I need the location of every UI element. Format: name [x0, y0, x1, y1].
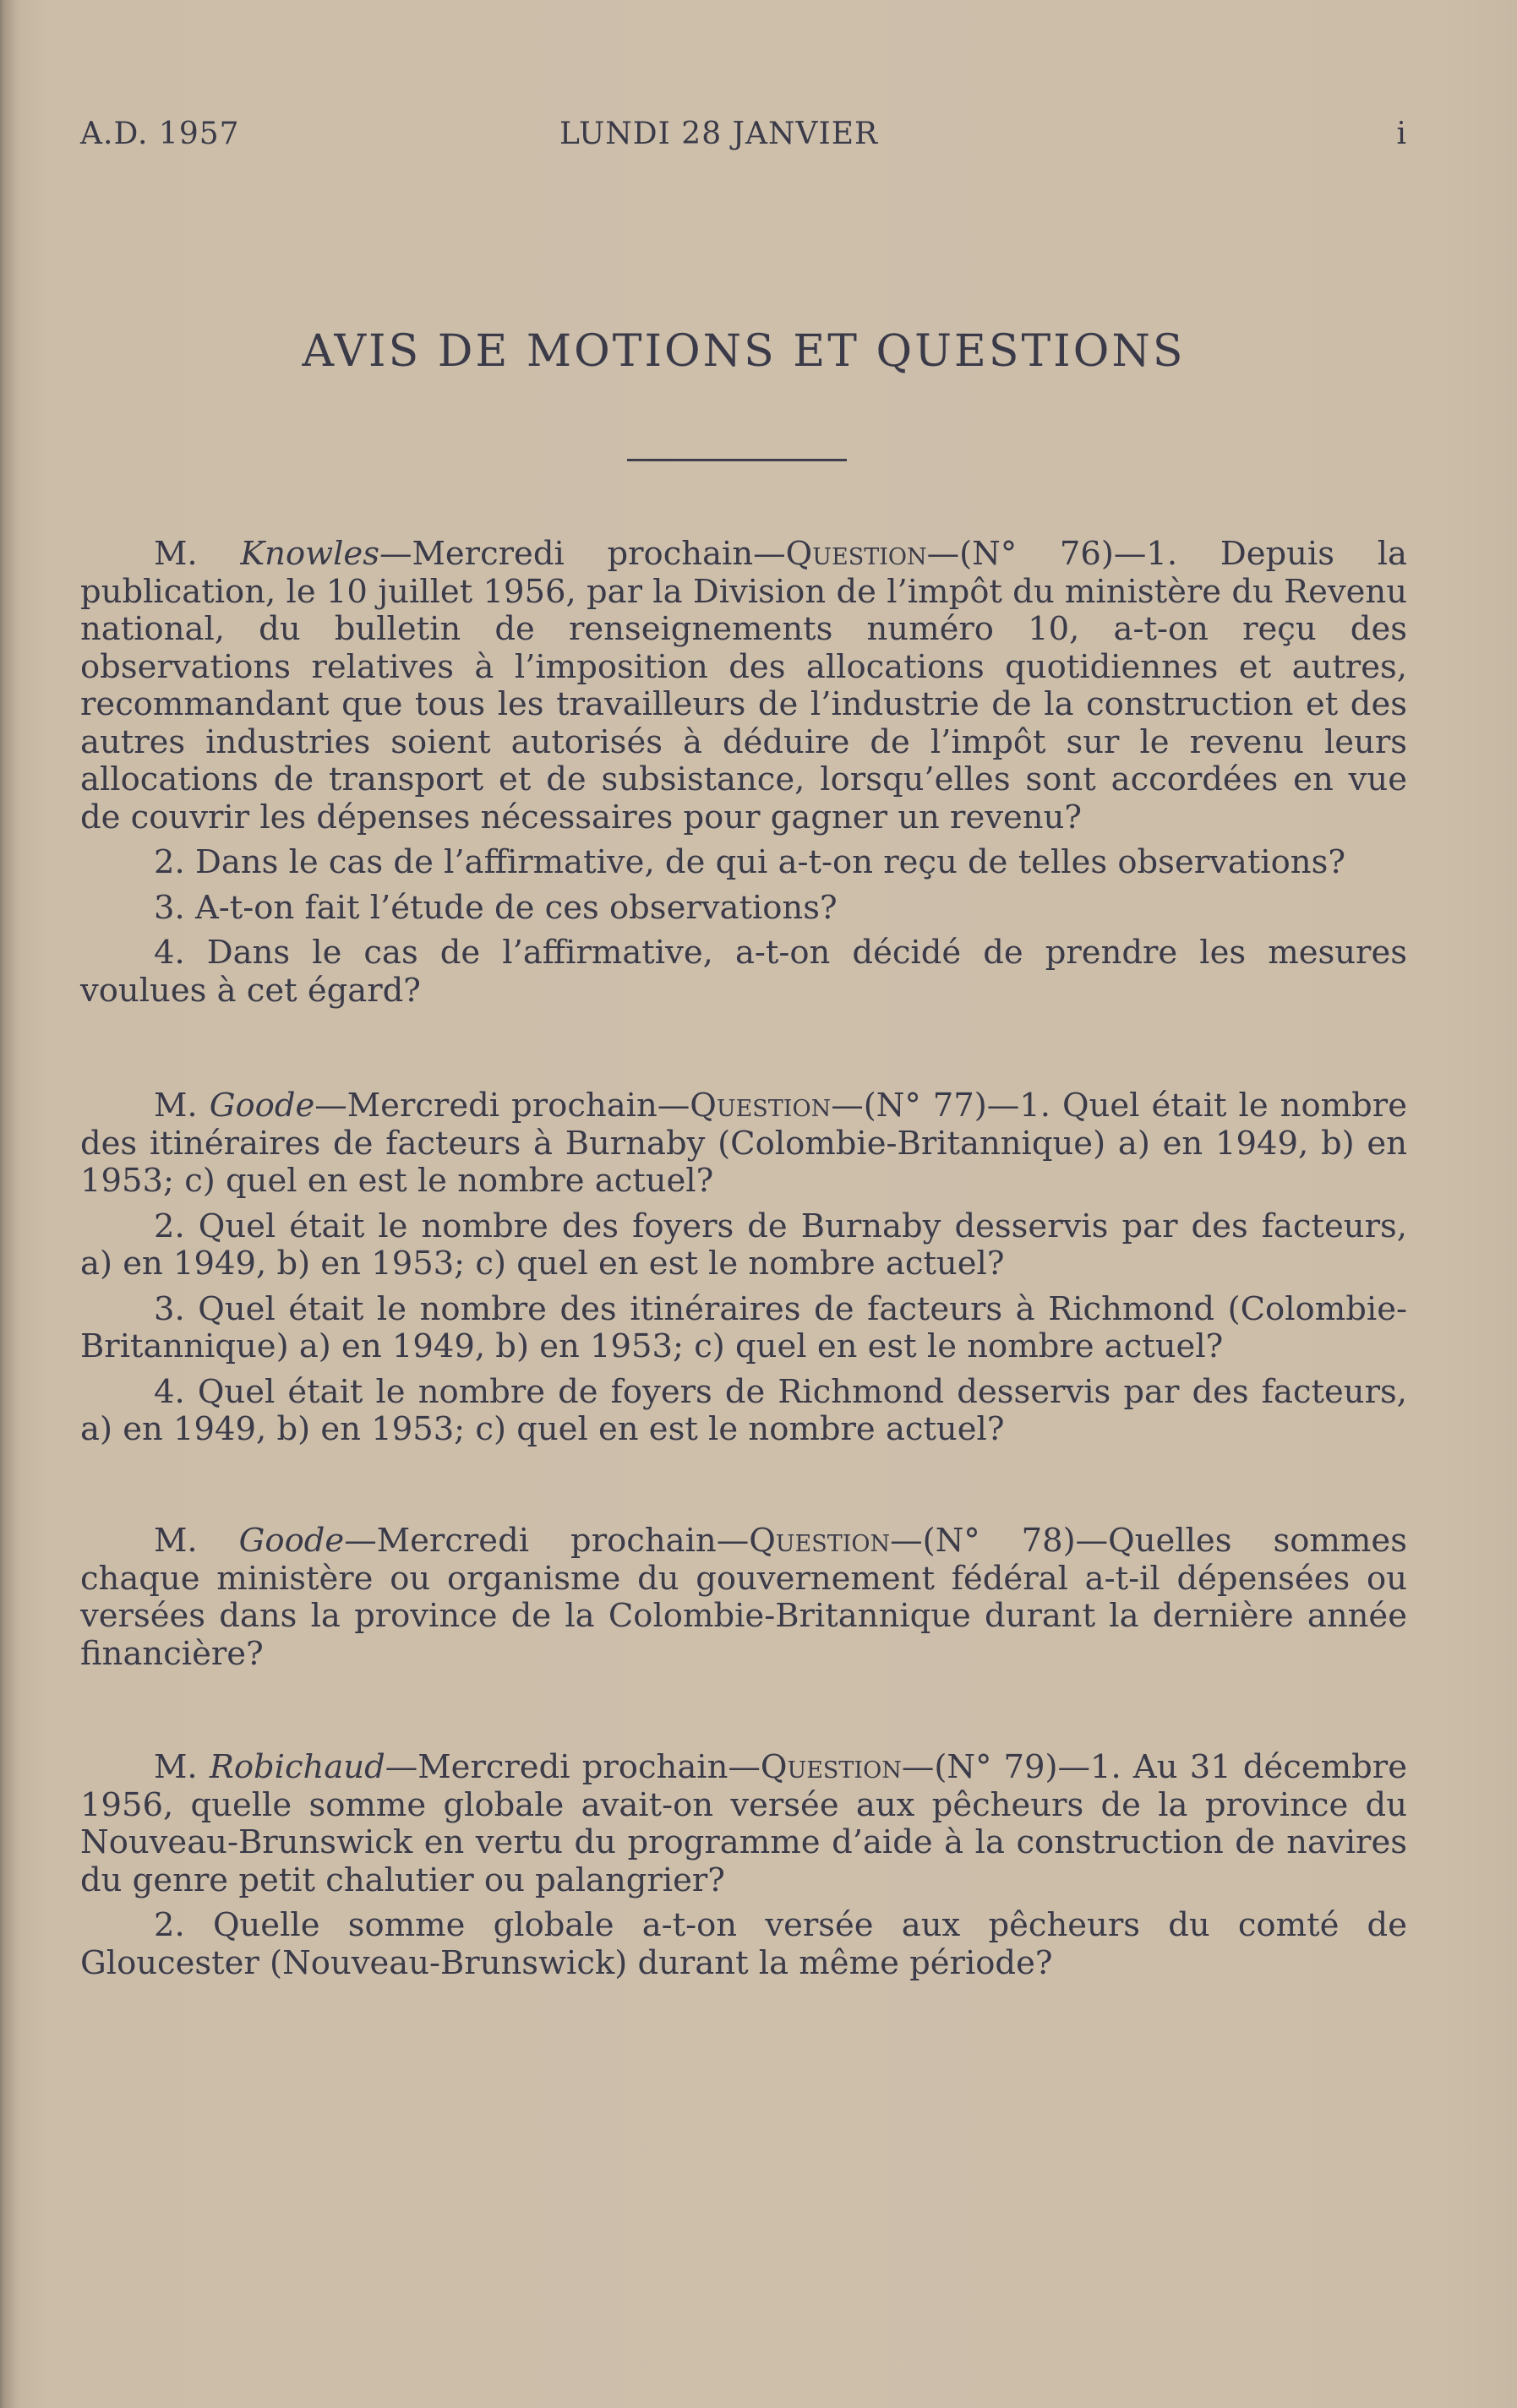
question-text: 1. Depuis la publication, le 10 juillet 1956, par la Division de l’impôt du ministère du Revenu national, du bulletin de renseignements numéro 10, a-t-on reçu des observations relatives à l’imposition des allocations quotidiennes et autres, recommandant que tous les travailleurs de l’industrie de la construction et des autres industries soient autorisés à déduire de l’impôt sur le revenu leurs allocations de transport et de subsistance, lorsqu’elles sont accordées en vue de couvrir les dépenses nécessaires pour gagner un revenu? — [80, 535, 1407, 836]
question-paragraph: 2. Quel était le nombre des foyers de Burnaby desservis par des facteurs, a) en 1949, b) en 1953; c) quel en est le nombre actuel? — [80, 1207, 1407, 1283]
member-name: Goode — [238, 1522, 345, 1560]
question-paragraph: M. Goode—Mercredi prochain—Question—(N° 77)—1. Quel était le nombre des itinéraires de facteurs à Burnaby (Colombie-Britannique) a) en 1949, b) en 1953; c) quel en est le nombre actuel? — [80, 1087, 1407, 1200]
question-paragraph: 3. A-t-on fait l’étude de ces observations? — [154, 888, 838, 927]
question-day: Mercredi prochain — [347, 1087, 658, 1125]
question-number: (N° 77) — [863, 1087, 987, 1125]
member-name: Robichaud — [209, 1748, 385, 1786]
question-text: 1. Quel était le nombre des itinéraires de facteurs à Burnaby (Colombie-Britannique) a) en 1949, b) en 1953; c) quel en est le nombre actuel? — [80, 1087, 1407, 1200]
question-label: Question — [749, 1522, 891, 1560]
question-block-77 — [80, 1087, 1407, 1457]
question-paragraph: 4. Quel était le nombre de foyers de Richmond desservis par des facteurs, a) en 1949, b) en 1953; c) quel en est le nombre actuel? — [80, 1372, 1407, 1448]
question-day: Mercredi prochain — [376, 1522, 717, 1560]
question-label: Question — [690, 1087, 832, 1125]
header-page-number: i — [1396, 117, 1407, 151]
question-paragraph: 2. Quelle somme globale a-t-on versée aux pêcheurs du comté de Gloucester (Nouveau-Brunswick) durant la même période? — [80, 1906, 1407, 1982]
question-paragraph: 4. Dans le cas de l’affirmative, a-t-on décidé de prendre les mesures voulues à cet égard? — [80, 934, 1407, 1010]
question-label: Question — [760, 1748, 902, 1786]
question-paragraph: M. Robichaud—Mercredi prochain—Question—(N° 79)—1. Au 31 décembre 1956, quelle somme globale avait-on versée aux pêcheurs de la province du Nouveau-Brunswick en vertu du programme d’aide à la construction de navires du genre petit chalutier ou palangrier? — [80, 1748, 1407, 1899]
member-name: Goode — [209, 1087, 315, 1125]
question-day: Mercredi prochain — [417, 1748, 728, 1786]
question-label: Question — [785, 535, 927, 573]
member-name: Knowles — [240, 535, 379, 573]
question-block-79 — [80, 1749, 1407, 1990]
question-number: (N° 76) — [959, 535, 1114, 573]
question-number: (N° 78) — [922, 1522, 1076, 1560]
question-text: 1. Au 31 décembre 1956, quelle somme globale avait-on versée aux pêcheurs de la province du Nouveau-Brunswick en vertu du programme d’aide à la construction de navires du genre petit chalutier ou palangrier? — [80, 1748, 1407, 1899]
question-paragraph: M. Goode—Mercredi prochain—Question—(N° 78)—Quelles sommes chaque ministère ou organisme du gouvernement fédéral a-t-il dépensées ou versées dans la province de la Colombie-Britannique durant la dernière année financière? — [80, 1522, 1407, 1673]
question-paragraph: 2. Dans le cas de l’affirmative, de qui a-t-on reçu de telles observations? — [154, 843, 1345, 881]
question-day: Mercredi prochain — [412, 535, 754, 573]
page-title: AVIS DE MOTIONS ET QUESTIONS — [302, 326, 1186, 377]
question-block-78 — [80, 1523, 1407, 1681]
question-number: (N° 79) — [934, 1748, 1058, 1786]
header-year: A.D. 1957 — [80, 117, 240, 151]
title-divider — [627, 459, 847, 461]
question-paragraph: M. Knowles—Mercredi prochain—Question—(N° 76)—1. Depuis la publication, le 10 juillet 1956, par la Division de l’impôt du ministère du Revenu national, du bulletin de renseignements numéro 10, a-t-on reçu des observations relatives à l’imposition des allocations quotidiennes et autres, recommandant que tous les travailleurs de l’industrie de la construction et des autres industries soient autorisés à déduire de l’impôt sur le revenu leurs allocations de transport et de subsistance, lorsqu’elles sont accordées en vue de couvrir les dépenses nécessaires pour gagner un revenu? — [80, 535, 1407, 836]
question-text: Quelles sommes chaque ministère ou organisme du gouvernement fédéral a-t-il dépensées ou versées dans la province de la Colombie-Britannique durant la dernière année financière? — [80, 1522, 1407, 1673]
page-header — [80, 117, 1407, 157]
question-paragraph: 3. Quel était le nombre des itinéraires de facteurs à Richmond (Colombie-Britannique) a) en 1949, b) en 1953; c) quel en est le nombre actuel? — [80, 1289, 1407, 1365]
header-date: LUNDI 28 JANVIER — [559, 117, 879, 151]
question-block-76 — [80, 536, 1407, 1017]
